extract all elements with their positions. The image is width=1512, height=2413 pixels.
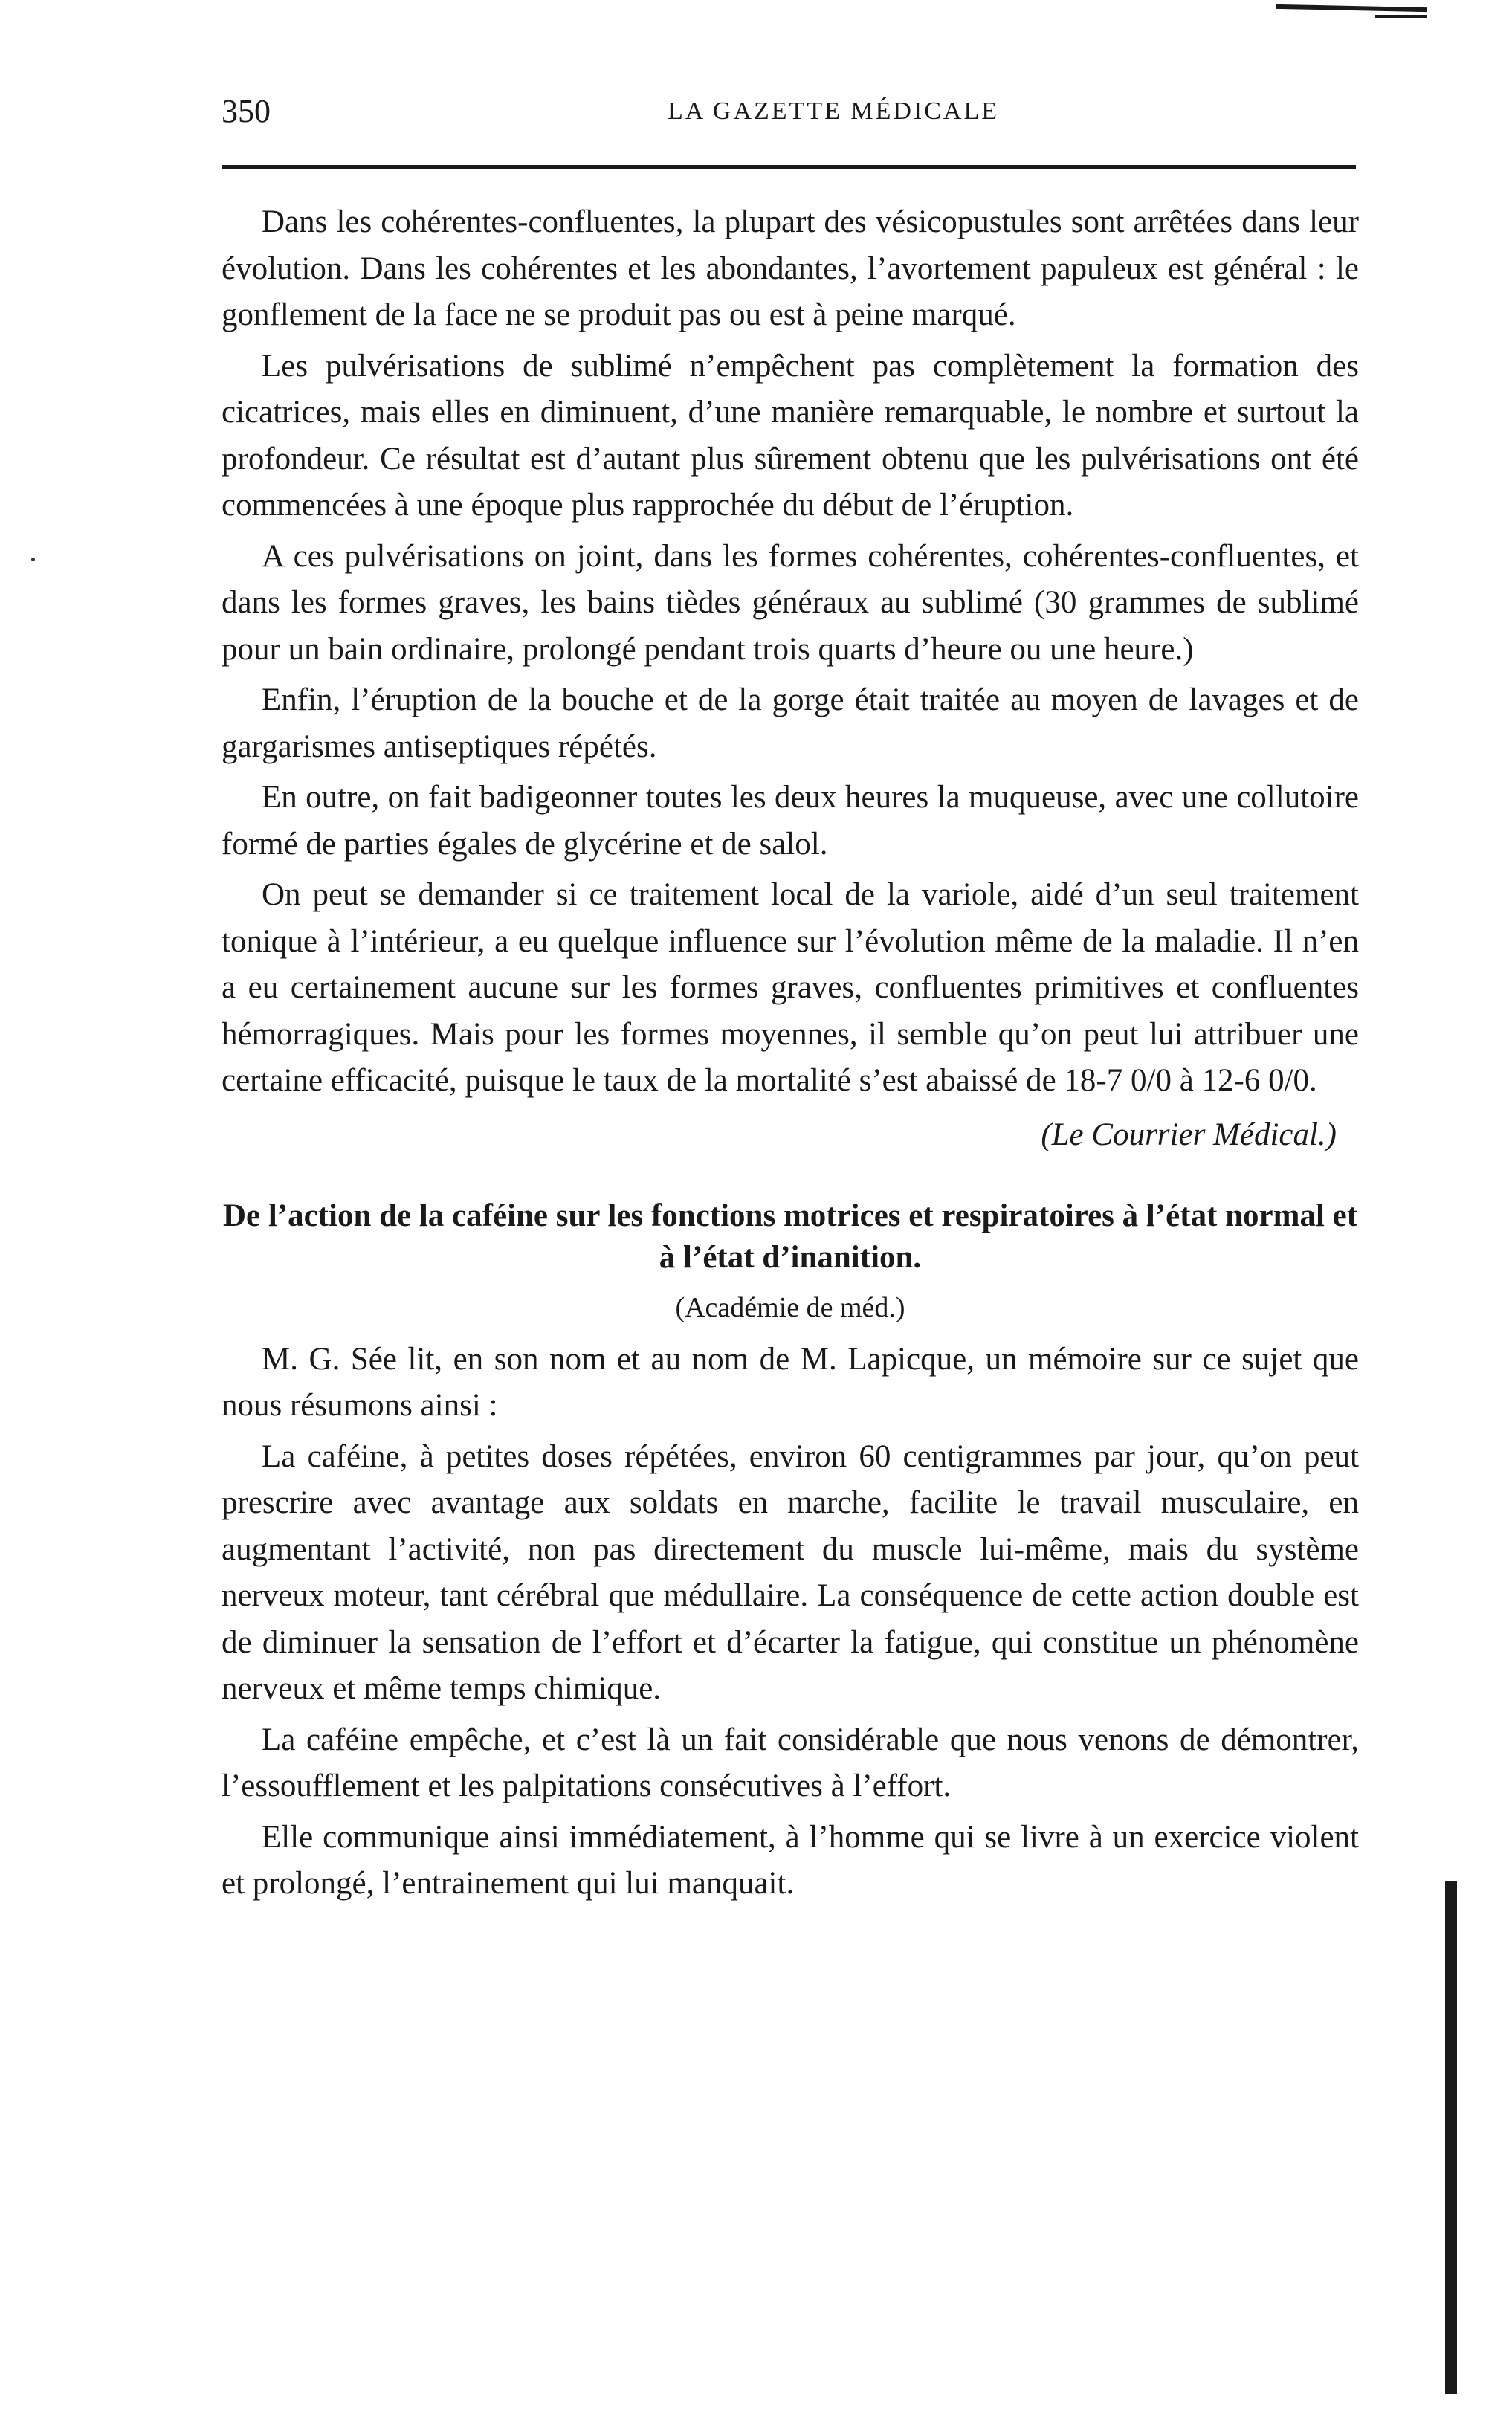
body-text <box>222 199 1359 1912</box>
paragraph: Elle communique ainsi immédiatement, à l’homme qui se livre à un exercice violent et prolongé, l’entrainement qui lui manquait. <box>222 1819 1359 1901</box>
paragraph: A ces pulvérisations on joint, dans les formes cohérentes, cohérentes-confluentes, et dans les formes graves, les bains tièdes généraux au sublimé (30 grammes de sublimé pour un bain ordinaire, prolongé pendant trois quarts d’heure ou une heure.) <box>222 538 1359 667</box>
corner-scan-mark-2 <box>1375 15 1427 18</box>
corner-scan-mark <box>1276 4 1427 12</box>
paragraph: Dans les cohérentes-confluentes, la plupart des vésicopustules sont arrêtées dans leur évolution. Dans les cohérentes et les abondantes, l’avortement papuleux est général : le gonflement de la face ne se produit pas ou est à peine marqué. <box>222 204 1359 332</box>
article-source: (Académie de méd.) <box>675 1291 905 1323</box>
source-attribution: (Le Courrier Médical.) <box>1041 1117 1337 1152</box>
page-header <box>222 89 1356 134</box>
article-title: De l’action de la caféine sur les fonctions motrices et respiratoires à l’état normal et à l’état d’inanition. <box>222 1198 1358 1275</box>
running-title: LA GAZETTE MÉDICALE <box>667 97 1000 125</box>
paragraph: On peut se demander si ce traitement local de la variole, aidé d’un seul traitement tonique à l’intérieur, a eu quelque influence sur l’évolution même de la maladie. Il n’en a eu certainement aucune sur les formes graves, confluentes primitives et confluentes hémorragiques. Mais pour les formes moyennes, il semble qu’on peut lui attribuer une certaine efficacité, puisque le taux de la mortalité s’est abaissé de 18-7 0/0 à 12-6 0/0. <box>222 877 1359 1098</box>
stray-mark <box>31 558 35 561</box>
paragraph: La caféine, à petites doses répétées, environ 60 centigrammes par jour, qu’on peut prescrire avec avantage aux soldats en marche, facilite le travail musculaire, en augmentant l’activité, non pas directement du muscle lui-même, mais du système nerveux moteur, tant cérébral que médullaire. La conséquence de cette action double est de diminuer la sensation de l’effort et d’écarter la fatigue, qui constitue un phénomène nerveux et même temps chimique. <box>222 1438 1359 1706</box>
paragraph: En outre, on fait badigeonner toutes les deux heures la muqueuse, avec une collutoire formé de parties égales de glycérine et de salol. <box>222 780 1359 862</box>
paragraph: M. G. Sée lit, en son nom et au nom de M. Lapicque, un mémoire sur ce sujet que nous résumons ainsi : <box>222 1341 1359 1423</box>
header-rule <box>222 165 1356 169</box>
paragraph: La caféine empêche, et c’est là un fait considérable que nous venons de démontrer, l’essoufflement et les palpitations consécutives à l’effort. <box>222 1722 1359 1803</box>
page-number: 350 <box>222 93 271 129</box>
paragraph: Les pulvérisations de sublimé n’empêchent pas complètement la formation des cicatrices, mais elles en diminuent, d’une manière remarquable, le nombre et surtout la profondeur. Ce résultat est d’autant plus sûrement obtenu que les pulvérisations ont été commencées à une époque plus rapprochée du début de l’éruption. <box>222 348 1359 523</box>
margin-scan-bar <box>1445 1881 1457 2394</box>
paragraph: Enfin, l’éruption de la bouche et de la gorge était traitée au moyen de lavages et de gargarismes antiseptiques répétés. <box>222 682 1359 764</box>
